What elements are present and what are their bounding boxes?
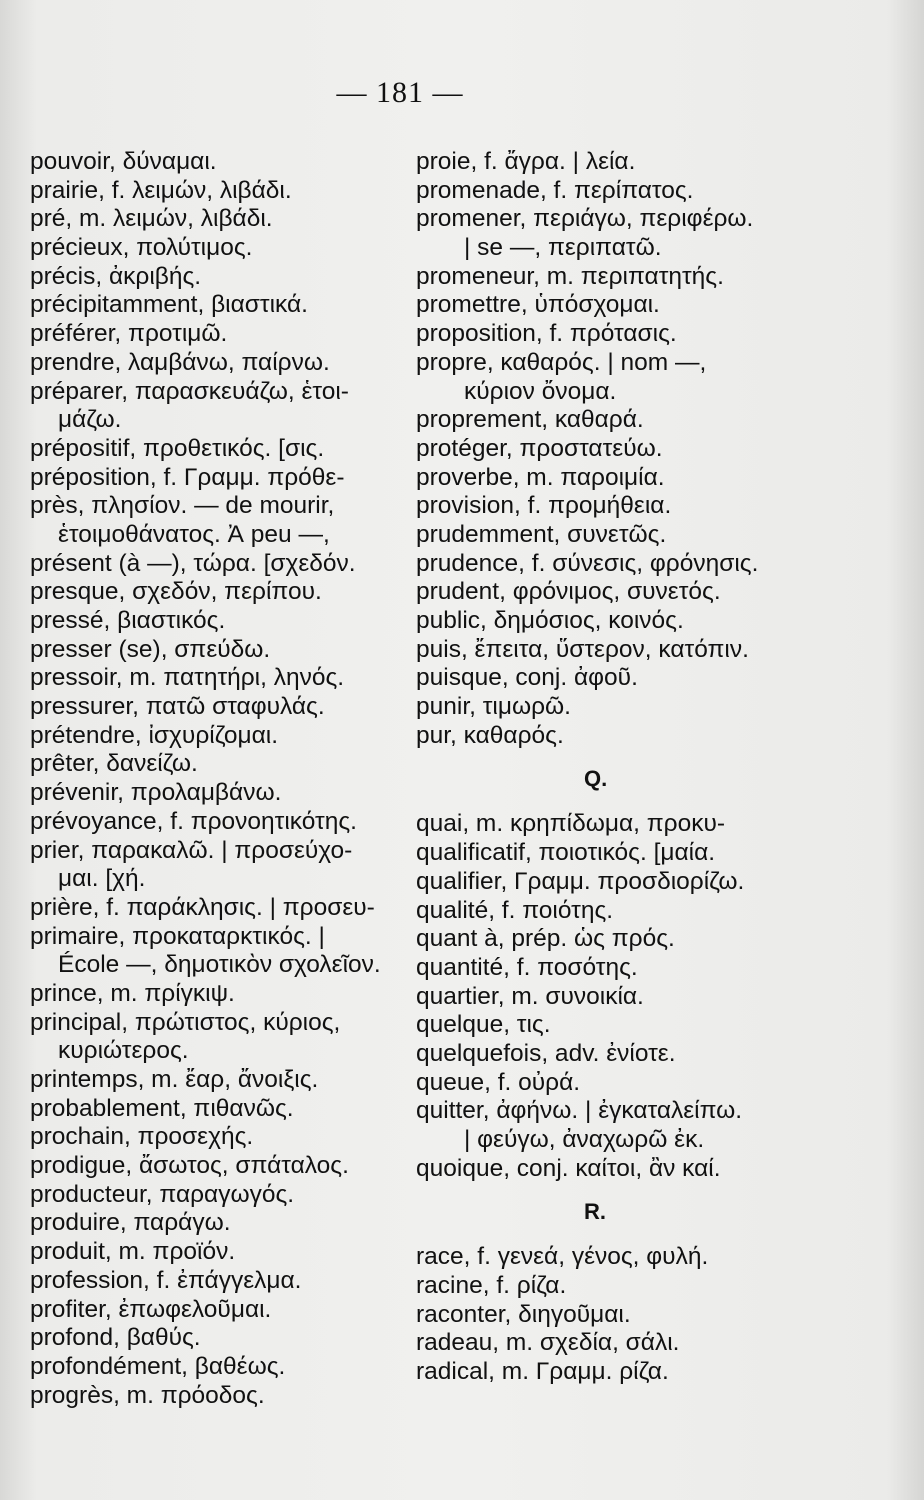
dictionary-entry-line: provision, f. προμήθεια. bbox=[416, 492, 672, 520]
dictionary-entry-line: produire, παράγω. bbox=[30, 1209, 231, 1237]
dictionary-entry-line: promettre, ὑπόσχομαι. bbox=[416, 291, 660, 319]
dictionary-entry-line: primaire, προκαταρκτικός. | bbox=[30, 922, 325, 950]
dictionary-entry-line: prier, παρακαλῶ. | προσεύχο- bbox=[30, 836, 353, 864]
dictionary-entry-line: pur, καθαρός. bbox=[416, 721, 564, 749]
dictionary-entry-line: | φεύγω, ἀναχωρῶ ἐκ. bbox=[464, 1126, 705, 1153]
dictionary-entry-line: prudent, φρόνιμος, συνετός. bbox=[416, 578, 721, 606]
dictionary-entry-line: prodigue, ἄσωτος, σπάταλος. bbox=[30, 1152, 349, 1180]
dictionary-entry-line: principal, πρώτιστος, κύριος, bbox=[30, 1008, 341, 1036]
dictionary-entry-line: race, f. γενεά, γένος, φυλή. bbox=[416, 1243, 709, 1271]
dictionary-entry-line: produit, m. προϊόν. bbox=[30, 1238, 236, 1266]
dictionary-entry-line: pouvoir, δύναμαι. bbox=[30, 148, 217, 175]
dictionary-entry-line: puis, ἔπειτα, ὕστερον, κατόπιν. bbox=[416, 635, 749, 663]
dictionary-entry-line: pressé, βιαστικός. bbox=[30, 607, 226, 634]
right-column bbox=[416, 148, 786, 1387]
dictionary-entry-line: pré, m. λειμών, λιβάδι. bbox=[30, 205, 273, 233]
dictionary-entry-line: quelque, τις. bbox=[416, 1011, 551, 1039]
dictionary-entry-line: profond, βαθύς. bbox=[30, 1324, 201, 1352]
dictionary-entry-line: printemps, m. ἔαρ, ἄνοιξις. bbox=[30, 1066, 319, 1093]
dictionary-entry-line: ἑτοιμοθάνατος. Ἀ peu —, bbox=[58, 520, 330, 548]
dictionary-entry-line: quai, m. κρηπίδωμα, προκυ- bbox=[416, 810, 726, 838]
dictionary-entry-line: queue, f. οὐρά. bbox=[416, 1068, 581, 1096]
dictionary-entry-line: profession, f. ἐπάγγελμα. bbox=[30, 1266, 302, 1294]
dictionary-entry-line: presser (se), σπεύδω. bbox=[30, 635, 271, 663]
dictionary-entry-line: prudemment, συνετῶς. bbox=[416, 520, 667, 548]
dictionary-entry-line: quelquefois, adv. ἐνίοτε. bbox=[416, 1039, 676, 1067]
dictionary-entry-line: probablement, πιθανῶς. bbox=[30, 1094, 294, 1122]
dictionary-entry-line: profondément, βαθέως. bbox=[30, 1352, 286, 1380]
dictionary-entry-line: public, δημόσιος, κοινός. bbox=[416, 607, 684, 634]
dictionary-entry-line: prêter, δανείζω. bbox=[30, 750, 198, 778]
dictionary-entry-line: protéger, προστατεύω. bbox=[416, 434, 663, 462]
dictionary-entry-line: μαι. [χή. bbox=[58, 865, 146, 893]
dictionary-entry-line: prochain, προσεχής. bbox=[30, 1123, 254, 1151]
page-number: — 181 — bbox=[336, 76, 464, 109]
dictionary-entry-line: proverbe, m. παροιμία. bbox=[416, 463, 665, 491]
dictionary-entry-line: quant à, prép. ὡς πρός. bbox=[416, 925, 675, 953]
dictionary-entry-line: préparer, παρασκευάζω, ἑτοι- bbox=[30, 377, 349, 405]
dictionary-entry-line: κύριον ὄνομα. bbox=[464, 377, 617, 405]
dictionary-entry-line: promener, περιάγω, περιφέρω. bbox=[416, 205, 754, 233]
dictionary-entry-line: quartier, m. συνοικία. bbox=[416, 982, 644, 1010]
left-column bbox=[30, 148, 410, 1410]
dictionary-entry-line: producteur, παραγωγός. bbox=[30, 1180, 295, 1208]
dictionary-entry-line: propre, καθαρός. | nom —, bbox=[416, 348, 707, 376]
dictionary-entry-line: pressoir, m. πατητήρι, ληνός. bbox=[30, 664, 345, 692]
dictionary-entry-line: proposition, f. πρότασις. bbox=[416, 320, 677, 348]
dictionary-entry-line: qualité, f. ποιότης. bbox=[416, 896, 614, 924]
dictionary-entry-line: κυριώτερος. bbox=[58, 1037, 189, 1065]
dictionary-entry-line: radical, m. Γραμμ. ρίζα. bbox=[416, 1358, 669, 1386]
dictionary-entry-line: raconter, διηγοῦμαι. bbox=[416, 1300, 631, 1328]
dictionary-entry-line: promenade, f. περίπατος. bbox=[416, 176, 694, 204]
dictionary-entry-line: précis, ἀκριβής. bbox=[30, 262, 202, 290]
dictionary-entry-line: prépositif, προθετικός. [σις. bbox=[30, 434, 325, 462]
section-letter-heading: R. bbox=[584, 1199, 606, 1225]
dictionary-entry-line: École —, δημοτικὸν σχολεῖον. bbox=[58, 951, 381, 979]
dictionary-entry-line: préférer, προτιμῶ. bbox=[30, 320, 228, 348]
dictionary-entry-line: présent (à —), τώρα. [σχεδόν. bbox=[30, 549, 356, 577]
dictionary-entry-line: punir, τιμωρῶ. bbox=[416, 693, 571, 721]
dictionary-entry-line: précipitamment, βιαστικά. bbox=[30, 291, 308, 319]
dictionary-entry-line: prince, m. πρίγκιψ. bbox=[30, 979, 235, 1007]
dictionary-entry-line: puisque, conj. ἀφοῦ. bbox=[416, 664, 638, 692]
dictionary-entry-line: prévenir, προλαμβάνω. bbox=[30, 779, 282, 807]
dictionary-entry-line: qualificatif, ποιοτικός. [μαία. bbox=[416, 839, 716, 867]
dictionary-entry-line: proprement, καθαρά. bbox=[416, 406, 644, 434]
dictionary-entry-line: quitter, ἀφήνω. | ἐγκαταλείπω. bbox=[416, 1097, 743, 1125]
dictionary-entry-line: prendre, λαμβάνω, παίρνω. bbox=[30, 348, 330, 376]
dictionary-entry-line: | se —, περιπατῶ. bbox=[464, 234, 662, 262]
dictionary-entry-line: μάζω. bbox=[58, 406, 122, 434]
dictionary-entry-line: pressurer, πατῶ σταφυλάς. bbox=[30, 693, 325, 721]
dictionary-entry-line: quoique, conj. καίτοι, ἂν καί. bbox=[416, 1154, 721, 1182]
dictionary-entry-line: quantité, f. ποσότης. bbox=[416, 953, 638, 981]
dictionary-entry-line: promeneur, m. περιπατητής. bbox=[416, 262, 724, 290]
dictionary-entry-line: prévoyance, f. προνοητικότης. bbox=[30, 807, 357, 835]
dictionary-entry-line: prétendre, ἰσχυρίζομαι. bbox=[30, 721, 279, 749]
dictionary-entry-line: presque, σχεδόν, περίπου. bbox=[30, 578, 322, 606]
dictionary-entry-line: prière, f. παράκλησις. | προσευ- bbox=[30, 893, 375, 921]
section-letter-heading: Q. bbox=[584, 766, 608, 792]
dictionary-entry-line: près, πλησίον. — de mourir, bbox=[30, 492, 335, 520]
dictionary-entry-line: qualifier, Γραμμ. προσδιορίζω. bbox=[416, 867, 745, 895]
dictionary-entry-line: proie, f. ἄγρα. | λεία. bbox=[416, 148, 636, 175]
dictionary-entry-line: progrès, m. πρόοδος. bbox=[30, 1381, 265, 1409]
dictionary-entry-line: racine, f. ρίζα. bbox=[416, 1272, 567, 1300]
dictionary-entry-line: précieux, πολύτιμος. bbox=[30, 234, 253, 262]
dictionary-entry-line: profiter, ἐπωφελοῦμαι. bbox=[30, 1295, 272, 1323]
dictionary-entry-line: prairie, f. λειμών, λιβάδι. bbox=[30, 176, 292, 204]
dictionary-entry-line: prudence, f. σύνεσις, φρόνησις. bbox=[416, 549, 759, 577]
dictionary-entry-line: préposition, f. Γραμμ. πρόθε- bbox=[30, 463, 345, 491]
dictionary-entry-line: radeau, m. σχεδία, σάλι. bbox=[416, 1329, 680, 1357]
